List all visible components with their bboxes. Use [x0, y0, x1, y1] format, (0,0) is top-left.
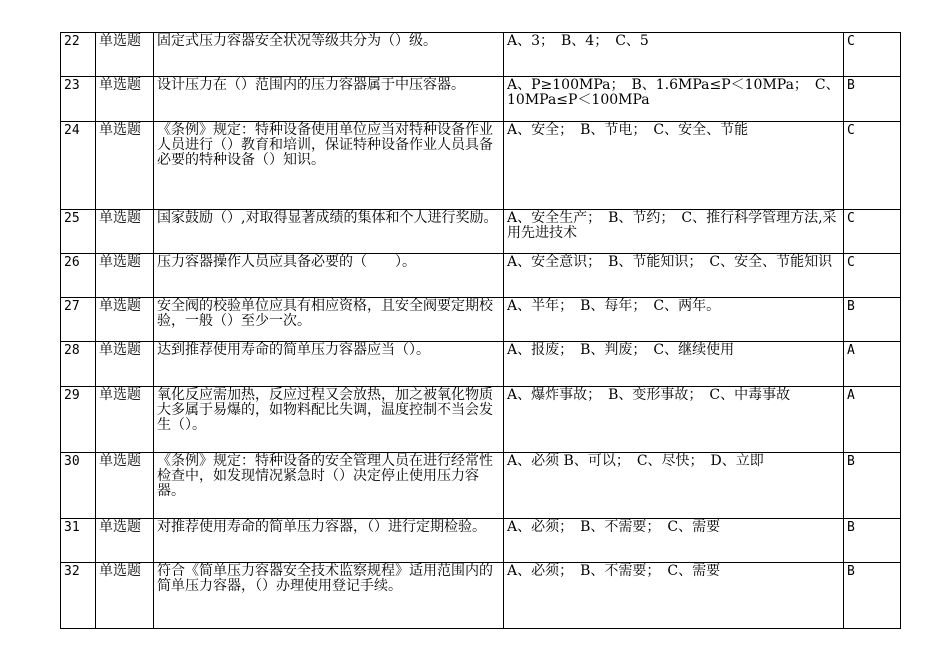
table-row	[61, 298, 901, 342]
question-text: 《条例》规定：特种设备使用单位应当对特种设备作业人员进行（）教育和培训，保证特种设备作业人员具备必要的特种设备（）知识。	[154, 122, 504, 210]
table-row	[61, 77, 901, 122]
question-text: 符合《简单压力容器安全技术监察规程》适用范围内的简单压力容器，（）办理使用登记手续。	[154, 563, 504, 629]
question-table-body	[61, 33, 901, 629]
question-number: 32	[61, 563, 96, 629]
question-text: 设计压力在（）范围内的压力容器属于中压容器。	[154, 77, 504, 122]
question-number: 24	[61, 122, 96, 210]
question-number: 23	[61, 77, 96, 122]
question-number: 26	[61, 254, 96, 298]
table-row	[61, 342, 901, 387]
question-type: 单选题	[96, 387, 154, 453]
question-options: A、3； B、4； C、5	[504, 33, 844, 77]
question-answer: C	[844, 33, 901, 77]
question-type: 单选题	[96, 122, 154, 210]
question-answer: B	[844, 298, 901, 342]
question-type: 单选题	[96, 453, 154, 519]
question-text: 对推荐使用寿命的简单压力容器，（）进行定期检验。	[154, 519, 504, 563]
question-options: A、安全； B、节电； C、安全、节能	[504, 122, 844, 210]
question-sheet	[60, 32, 900, 629]
table-row	[61, 453, 901, 519]
question-type: 单选题	[96, 33, 154, 77]
table-row	[61, 519, 901, 563]
question-text: 安全阀的校验单位应具有相应资格，且安全阀要定期校验，一般（）至少一次。	[154, 298, 504, 342]
question-type: 单选题	[96, 519, 154, 563]
question-options: A、必须； B、不需要； C、需要	[504, 563, 844, 629]
question-number: 28	[61, 342, 96, 387]
question-text: 压力容器操作人员应具备必要的（ ）。	[154, 254, 504, 298]
table-row	[61, 563, 901, 629]
question-number: 29	[61, 387, 96, 453]
table-row	[61, 122, 901, 210]
question-options: A、安全生产； B、节约； C、推行科学管理方法,采用先进技术	[504, 210, 844, 254]
question-options: A、必须； B、不需要； C、需要	[504, 519, 844, 563]
question-type: 单选题	[96, 254, 154, 298]
question-text: 国家鼓励（）,对取得显著成绩的集体和个人进行奖励。	[154, 210, 504, 254]
question-answer: C	[844, 210, 901, 254]
question-options: A、报废； B、判废； C、继续使用	[504, 342, 844, 387]
question-text: 《条例》规定：特种设备的安全管理人员在进行经常性检查中，如发现情况紧急时（）决定停止使用压力容器。	[154, 453, 504, 519]
question-type: 单选题	[96, 210, 154, 254]
question-answer: B	[844, 453, 901, 519]
question-number: 30	[61, 453, 96, 519]
table-row	[61, 210, 901, 254]
table-row	[61, 33, 901, 77]
question-answer: B	[844, 519, 901, 563]
question-answer: C	[844, 122, 901, 210]
question-answer: B	[844, 77, 901, 122]
question-answer: A	[844, 387, 901, 453]
question-text: 达到推荐使用寿命的简单压力容器应当（）。	[154, 342, 504, 387]
question-number: 27	[61, 298, 96, 342]
question-answer: B	[844, 563, 901, 629]
question-options: A、安全意识； B、节能知识； C、安全、节能知识	[504, 254, 844, 298]
question-options: A、P≥100MPa； B、1.6MPa≤P＜10MPa； C、10MPa≤P＜100MPa	[504, 77, 844, 122]
question-text: 固定式压力容器安全状况等级共分为（）级。	[154, 33, 504, 77]
question-number: 22	[61, 33, 96, 77]
question-text: 氧化反应需加热，反应过程又会放热，加之被氧化物质大多属于易爆的，如物料配比失调，温度控制不当会发生（）。	[154, 387, 504, 453]
question-options: A、必须 B、可以； C、尽快； D、立即	[504, 453, 844, 519]
question-options: A、爆炸事故； B、变形事故； C、中毒事故	[504, 387, 844, 453]
question-type: 单选题	[96, 563, 154, 629]
table-row	[61, 254, 901, 298]
question-answer: A	[844, 342, 901, 387]
table-row	[61, 387, 901, 453]
question-number: 31	[61, 519, 96, 563]
question-number: 25	[61, 210, 96, 254]
question-options: A、半年； B、每年； C、两年。	[504, 298, 844, 342]
question-type: 单选题	[96, 298, 154, 342]
question-type: 单选题	[96, 342, 154, 387]
question-type: 单选题	[96, 77, 154, 122]
question-answer: C	[844, 254, 901, 298]
question-table	[60, 32, 901, 629]
